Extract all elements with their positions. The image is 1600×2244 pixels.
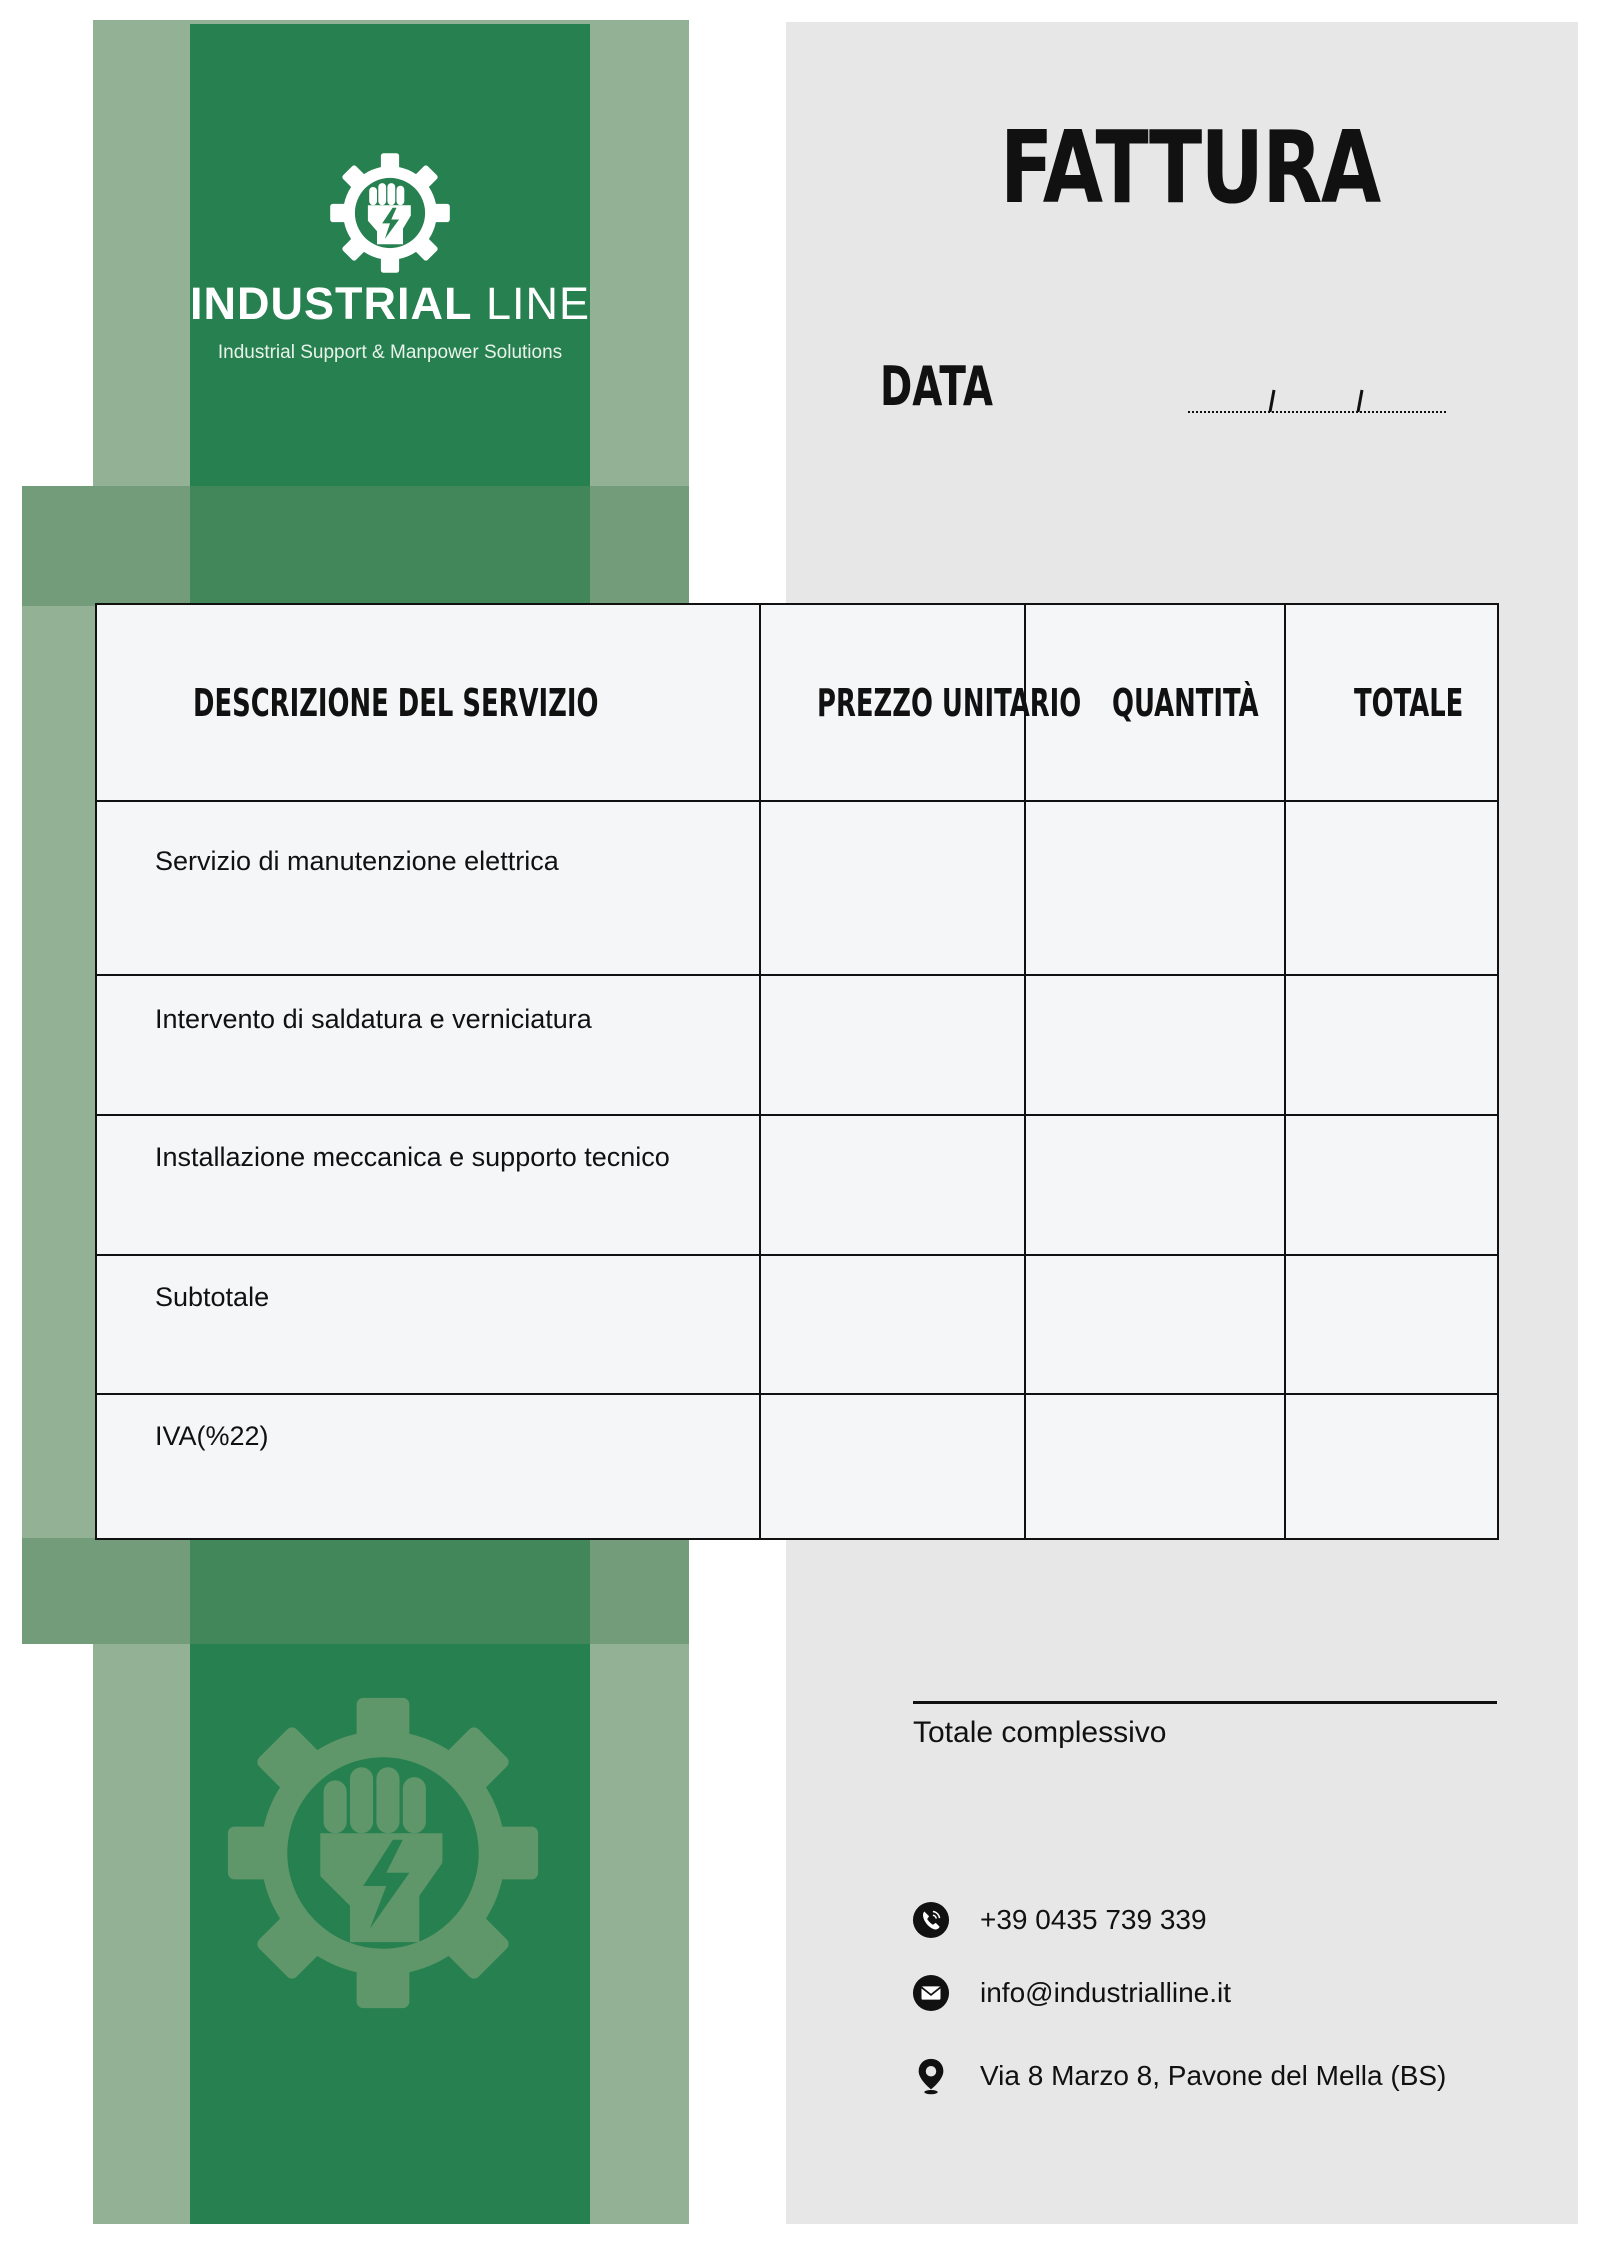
row-unit-price-cell[interactable]	[760, 975, 1025, 1114]
green-band-bottom	[22, 1538, 689, 1644]
brand-name-light: LINE	[486, 278, 591, 329]
invoice-table	[95, 603, 1499, 1540]
date-label: DATA	[880, 355, 993, 418]
header-quantity: QUANTITÀ	[1025, 604, 1285, 801]
phone-icon	[912, 1901, 950, 1939]
emblem-gear-fist-icon	[218, 1688, 548, 2018]
row-description: IVA(%22)	[96, 1394, 760, 1539]
row-unit-price-cell[interactable]	[760, 1255, 1025, 1394]
table-row	[96, 975, 1498, 1114]
header-description: DESCRIZIONE DEL SERVIZIO	[96, 604, 760, 801]
row-total-cell[interactable]	[1285, 1394, 1498, 1539]
table-row	[96, 1394, 1498, 1539]
location-pin-icon	[912, 2057, 950, 2095]
row-unit-price-cell[interactable]	[760, 1115, 1025, 1255]
row-description: Installazione meccanica e supporto tecnico	[96, 1115, 760, 1255]
row-quantity-cell[interactable]	[1025, 1255, 1285, 1394]
phone-text: +39 0435 739 339	[980, 1904, 1207, 1935]
brand-name	[190, 278, 590, 330]
row-unit-price-cell[interactable]	[760, 801, 1025, 975]
row-total-cell[interactable]	[1285, 1255, 1498, 1394]
pale-green-band-left	[22, 486, 96, 1644]
row-total-cell[interactable]	[1285, 1115, 1498, 1255]
address-text: Via 8 Marzo 8, Pavone del Mella (BS)	[980, 2060, 1447, 2091]
date-blank-line[interactable]	[1188, 384, 1448, 414]
contact-address[interactable]	[912, 2054, 1446, 2098]
row-description: Intervento di saldatura e verniciatura	[96, 975, 760, 1114]
contact-phone[interactable]	[912, 1898, 1207, 1942]
row-quantity-cell[interactable]	[1025, 1115, 1285, 1255]
row-total-cell[interactable]	[1285, 801, 1498, 975]
row-description: Subtotale	[96, 1255, 760, 1394]
total-label: Totale complessivo	[913, 1716, 1167, 1749]
document-title: FATTURA	[1000, 109, 1380, 226]
mail-icon	[912, 1974, 950, 2012]
total-divider	[913, 1701, 1497, 1704]
brand-name-bold: INDUSTRIAL	[190, 278, 473, 329]
header-total: TOTALE	[1285, 604, 1498, 801]
email-text: info@industrialline.it	[980, 1977, 1231, 2008]
row-quantity-cell[interactable]	[1025, 801, 1285, 975]
table-row	[96, 1115, 1498, 1255]
table-row	[96, 1255, 1498, 1394]
brand-tagline: Industrial Support & Manpower Solutions	[217, 342, 563, 363]
green-band-top	[22, 486, 689, 606]
header-unit-price: PREZZO UNITARIO	[760, 604, 1025, 801]
row-unit-price-cell[interactable]	[760, 1394, 1025, 1539]
row-quantity-cell[interactable]	[1025, 975, 1285, 1114]
contact-email[interactable]	[912, 1971, 1231, 2015]
row-quantity-cell[interactable]	[1025, 1394, 1285, 1539]
row-total-cell[interactable]	[1285, 975, 1498, 1114]
table-header-row	[96, 604, 1498, 801]
table-row	[96, 801, 1498, 975]
logo-gear-fist-icon	[325, 148, 455, 278]
row-description: Servizio di manutenzione elettrica	[96, 801, 760, 975]
